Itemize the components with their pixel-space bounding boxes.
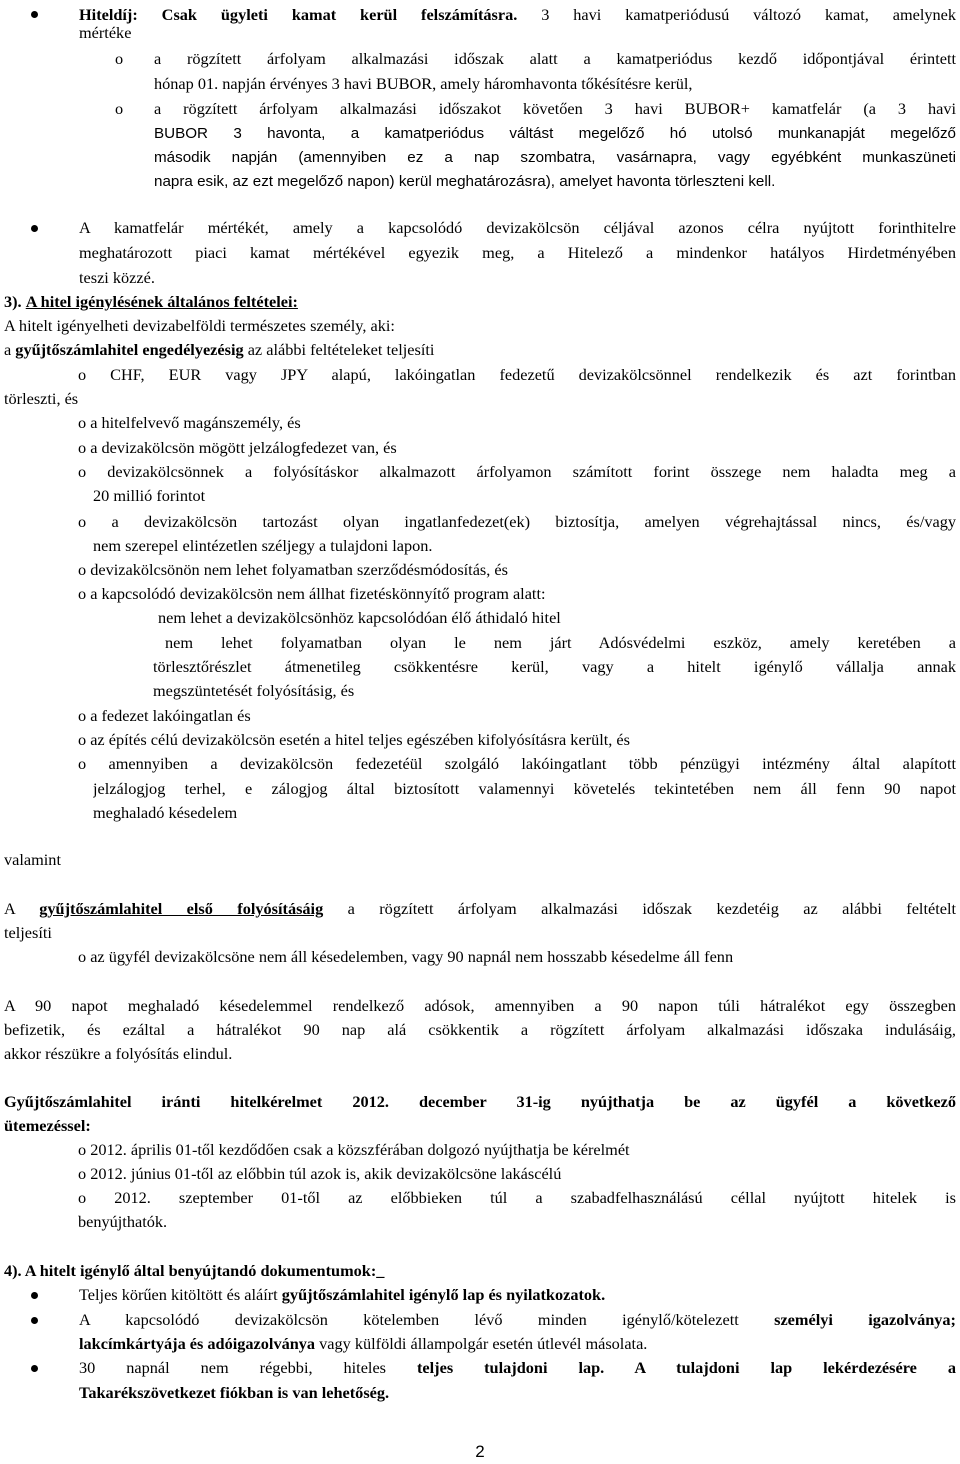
bullet2-line3: teszi közzé. [79, 268, 155, 287]
sub1-line2: hónap 01. napján érvényes 3 havi BUBOR, amely háromhavonta tőkésítésre kerül, [154, 74, 693, 93]
cond-10-line2: jelzálogjog terhel, e zálogjog által biztosított valamennyi követelés tekintetében nem áll fenn 90 napot [93, 779, 956, 798]
doc-bullet-1 [31, 1292, 38, 1299]
bullet-2 [31, 225, 38, 232]
cond-1-line1: o CHF, EUR vagy JPY alapú, lakóingatlan fedezetű devizakölcsönnel rendelkezik és azt forintban [78, 365, 956, 384]
doc-3-line2: Takarékszövetkezet fiókban is van lehetőség. [79, 1383, 390, 1402]
first-disbursement-line1: A gyűjtőszámlahitel első folyósításáig a rögzített árfolyam alkalmazási időszak kezdetéig az alábbi feltételt [4, 899, 957, 918]
sub2-marker: o [115, 99, 124, 118]
schedule-heading-line2: ütemezéssel: [4, 1116, 91, 1135]
cond-4-line1: o devizakölcsönnek a folyósításkor alkalmazott árfolyamon számított forint összege nem haladta meg a [78, 462, 956, 481]
delinquent-para-line2: befizetik, és ezáltal a hátralékot 90 nap alá csökkentik a rögzített árfolyam alkalmazási időszaka indulásáig, [4, 1020, 956, 1039]
cond-2: o a hitelfelvevő magánszemély, és [78, 413, 301, 432]
doc-3-line1: 30 napnál nem régebbi, hiteles teljes tulajdoni lap. A tulajdoni lap lekérdezésére a [79, 1358, 956, 1377]
cond-1-line2: törleszti, és [4, 389, 79, 408]
sub1-line1: a rögzített árfolyam alkalmazási időszak alatt a kamatperiódus kezdő időpontjával érintett [154, 49, 956, 68]
doc-2-line2: lakcímkártyája és adóigazolványa vagy külföldi állampolgár esetén útlevél másolata. [79, 1334, 648, 1353]
cond-7a: nem lehet a devizakölcsönhöz kapcsolódóan élő áthidaló hitel [158, 608, 561, 627]
sub2-line1: a rögzített árfolyam alkalmazási időszakot követően 3 havi BUBOR+ kamatfelár (a 3 havi [154, 99, 956, 118]
cond-10-line1: o amennyiben a devizakölcsön fedezetéül szolgáló lakóingatlant több pénzügyi intézmény által alapított [78, 754, 956, 773]
cond-7: o a kapcsolódó devizakölcsön nem állhat fizetéskönnyítő program alatt: [78, 584, 546, 603]
page-number: 2 [475, 1442, 485, 1461]
bullet-1 [31, 11, 38, 18]
schedule-1: o 2012. április 01-től kezdődően csak a közszférában dolgozó nyújthatja be kérelmét [78, 1140, 630, 1159]
doc-1: Teljes körűen kitöltött és aláírt gyűjtőszámlahitel igénylő lap és nyilatkozatok. [79, 1285, 606, 1304]
first-disbursement-line2: teljesíti [4, 923, 52, 942]
bullet2-line2: meghatározott piaci kamat mértékével egyezik meg, a Hitelező a mindenkor hatályos Hirdetményében [79, 243, 956, 262]
cond-8: o a fedezet lakóingatlan és [78, 706, 251, 725]
delinquent-para-line1: A 90 napot meghaladó késedelemmel rendelkező adósok, amennyiben a 90 napon túli hátralékot egy összegben [4, 996, 956, 1015]
cond-7b-line2: törlesztőrészlet átmenetileg csökkentésre kerül, vagy a hitelt igénylő vállalja annak [153, 657, 956, 676]
section3-intro: A hitelt igényelheti devizabelföldi természetes személy, aki: [4, 316, 395, 335]
cond-9: o az építés célú devizakölcsön esetén a hitel teljes egészében kifolyósításra került, és [78, 730, 630, 749]
schedule-3-line2: benyújthatók. [78, 1212, 168, 1231]
cond-7b-line1: nem lehet folyamatban olyan le nem járt Adósvédelmi eszköz, amely keretében a [165, 633, 956, 652]
schedule-2: o 2012. június 01-től az előbbin túl azok is, akik devizakölcsöne lakáscélú [78, 1164, 562, 1183]
valamint-label: valamint [4, 850, 61, 869]
delinquent-para-line3: akkor részükre a folyósítás elindul. [4, 1044, 233, 1063]
sub2-line3: második napján (amennyiben ez a nap szombatra, vasárnapra, vagy egyébként munkaszüneti [154, 149, 956, 166]
schedule-3-line1: o 2012. szeptember 01-től az előbbieken túl a szabadfelhasználású céllal nyújtott hitelek is [78, 1188, 956, 1207]
cond-7b-line3: megszüntetését folyósításig, és [153, 681, 355, 700]
cond-5-line2: nem szerepel elintézetlen széljegy a tulajdoni lapon. [93, 536, 433, 555]
cond-5-line1: o a devizakölcsön tartozást olyan ingatlanfedezet(ek) biztosítja, amelyen végrehajtással nincs, és/vagy [78, 512, 956, 531]
schedule-heading-line1: Gyűjtőszámlahitel iránti hitelkérelmet 2012. december 31-ig nyújthatja be az ügyfél a következő [4, 1092, 956, 1111]
bullet2-line1: A kamatfelár mértékét, amely a kapcsolódó devizakölcsön céljával azonos célra nyújtott forinthitelre [79, 218, 956, 237]
bullet1-line1: Hiteldíj: Csak ügyleti kamat kerül felszámításra. 3 havi kamatperiódusú változó kamat, amelynek [79, 5, 957, 24]
bullet1-line2: mértéke [79, 23, 132, 42]
cond-4-line2: 20 millió forintot [93, 486, 206, 505]
doc-bullet-2 [31, 1317, 38, 1324]
section4-heading: 4). A hitelt igénylő által benyújtandó dokumentumok:_ [4, 1261, 385, 1280]
first-cond-1: o az ügyfél devizakölcsöne nem áll késedelemben, vagy 90 napnál nem hosszabb késedelme áll fenn [78, 947, 734, 966]
sub2-line4: napra esik, az ezt megelőző napon) kerül meghatározásra), amelyet havonta törleszteni kell. [154, 173, 776, 190]
cond-3: o a devizakölcsön mögött jelzálogfedezet van, és [78, 438, 397, 457]
sub1-marker: o [115, 49, 124, 68]
cond-6: o devizakölcsönön nem lehet folyamatban szerződésmódosítás, és [78, 560, 508, 579]
sub2-line2: BUBOR 3 havonta, a kamatperiódus váltást megelőző hó utolsó munkanapját megelőző [154, 125, 956, 142]
doc-bullet-3 [31, 1365, 38, 1372]
section3-heading: 3). A hitel igénylésének általános feltételei: [4, 292, 298, 311]
doc-2-line1: A kapcsolódó devizakölcsön kötelemben lévő minden igénylő/kötelezett személyi igazolványa; [79, 1310, 956, 1329]
condition-intro: a gyűjtőszámlahitel engedélyezésig az alábbi feltételeket teljesíti [4, 340, 435, 359]
cond-10-line3: meghaladó késedelem [93, 803, 238, 822]
